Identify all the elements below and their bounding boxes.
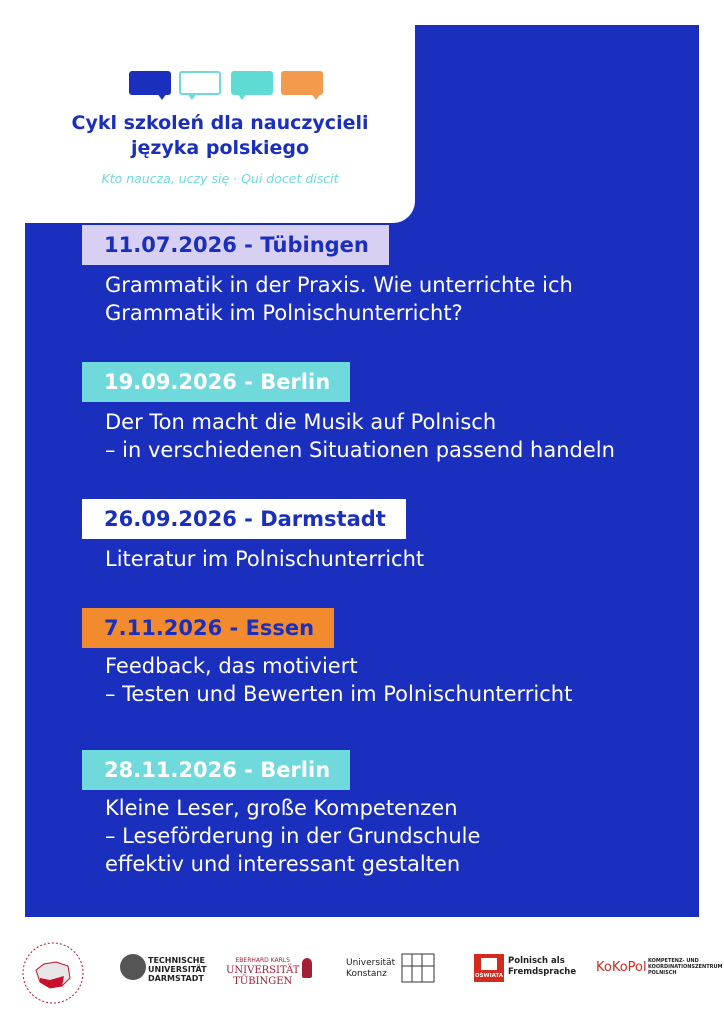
speech-bubble-icon bbox=[231, 71, 273, 95]
uni-konstanz-logo bbox=[346, 958, 395, 980]
event-description-line: – in verschiedenen Situationen passend handeln bbox=[105, 438, 615, 462]
event-description-line: Feedback, das motiviert bbox=[105, 654, 358, 678]
event-date-badge: 11.07.2026 - Tübingen bbox=[82, 225, 389, 265]
logo-text: KOMPETENZ- UND bbox=[648, 958, 699, 964]
logo-text: KOORDINATIONSZENTRUM bbox=[648, 964, 723, 970]
logo-text: DARMSTADT bbox=[148, 974, 204, 983]
book-icon bbox=[481, 958, 497, 970]
logo-text: Universität bbox=[346, 958, 396, 968]
kokopol-subtitle bbox=[648, 958, 723, 976]
page-title-line1: Cykl szkoleń dla nauczycieli bbox=[71, 112, 369, 134]
event-description-line: – Leseförderung in der Grundschule bbox=[105, 824, 481, 848]
oswiata-logo bbox=[474, 954, 504, 982]
speech-bubble-icon bbox=[281, 71, 323, 95]
logo-text: UNIVERSITÄT bbox=[226, 965, 300, 976]
speech-bubble-icon bbox=[129, 71, 171, 95]
logo-text: OŚWIATA bbox=[474, 973, 504, 979]
logo-text: EBERHARD KARLS bbox=[235, 957, 290, 964]
logo-text: Fremdsprache bbox=[508, 967, 577, 977]
kokopol-logo: KoKoPol bbox=[596, 960, 647, 975]
event-description bbox=[105, 408, 685, 464]
logo-text: UNIVERSITÄT bbox=[148, 965, 207, 974]
speech-bubbles-logo bbox=[129, 71, 329, 103]
tuebingen-crest-icon bbox=[302, 958, 312, 978]
event-description bbox=[105, 271, 685, 327]
tu-darmstadt-logo bbox=[148, 956, 207, 983]
event-date-badge: 28.11.2026 - Berlin bbox=[82, 750, 350, 790]
event-description-line: – Testen und Bewerten im Polnischunterricht bbox=[105, 682, 573, 706]
page-title-line2: języka polskiego bbox=[130, 137, 310, 159]
header-card bbox=[25, 25, 415, 223]
motto: Kto naucza, uczy się · Qui docet discit bbox=[101, 171, 339, 186]
logo-text: POLNISCH bbox=[648, 970, 677, 976]
logo-text: Konstanz bbox=[346, 969, 387, 979]
logo-text: TÜBINGEN bbox=[233, 976, 293, 987]
polish-teachers-association-logo bbox=[20, 940, 86, 1006]
konstanz-building-icon bbox=[400, 950, 436, 984]
event-description-line: effektiv und interessant gestalten bbox=[105, 852, 461, 876]
event-date-badge: 7.11.2026 - Essen bbox=[82, 608, 334, 648]
event-description bbox=[105, 652, 685, 708]
speech-bubble-icon bbox=[179, 71, 221, 95]
event-description-line: Literatur im Polnischunterricht bbox=[105, 547, 425, 571]
event-description bbox=[105, 794, 685, 878]
tu-darmstadt-emblem-icon bbox=[120, 954, 146, 980]
event-date-badge: 26.09.2026 - Darmstadt bbox=[82, 499, 406, 539]
event-description-line: Grammatik in der Praxis. Wie unterrichte ich bbox=[105, 273, 573, 297]
event-description-line: Kleine Leser, große Kompetenzen bbox=[105, 796, 458, 820]
logo-text: Polnisch als bbox=[508, 956, 565, 966]
logo-text: TECHNISCHE bbox=[148, 956, 205, 965]
uni-tuebingen-logo bbox=[226, 956, 299, 987]
event-description bbox=[105, 545, 685, 573]
event-date-badge: 19.09.2026 - Berlin bbox=[82, 362, 350, 402]
event-description-line: Der Ton macht die Musik auf Polnisch bbox=[105, 410, 497, 434]
polnisch-als-fremdsprache-logo bbox=[508, 956, 576, 978]
event-description-line: Grammatik im Polnischunterricht? bbox=[105, 301, 463, 325]
partner-logos bbox=[0, 930, 724, 1024]
